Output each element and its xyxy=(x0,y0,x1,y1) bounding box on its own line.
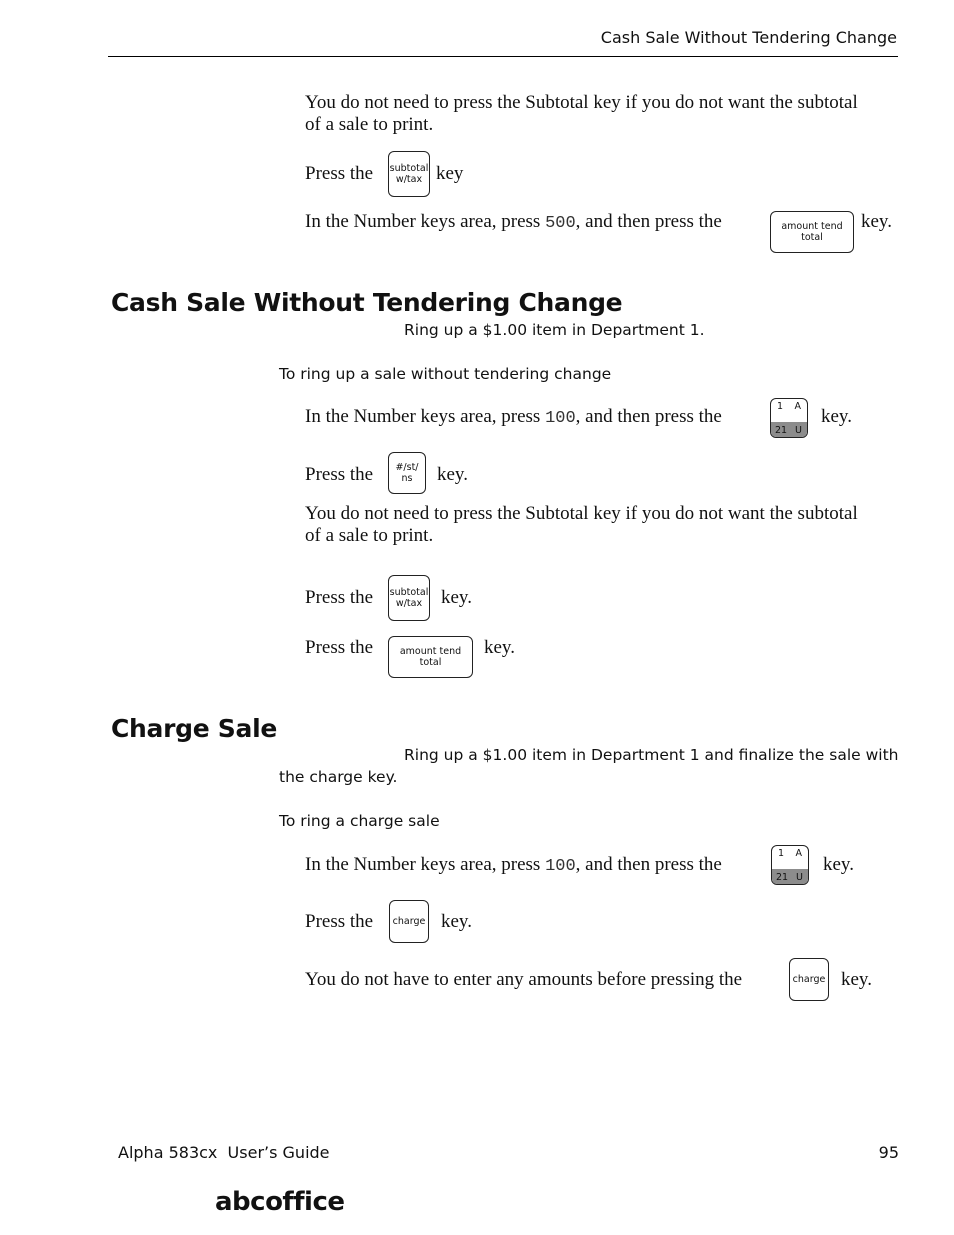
key-label: w/tax xyxy=(395,174,423,185)
step-text: Press the xyxy=(305,637,374,658)
step-text: Press the xyxy=(305,464,374,485)
number-value: 100 xyxy=(545,409,576,428)
section-heading: Cash Sale Without Tendering Change xyxy=(111,288,623,317)
paragraph-line: of a sale to print. xyxy=(305,525,434,546)
key-label: ns xyxy=(401,473,413,484)
step-text: key. xyxy=(484,637,515,658)
key-label: U xyxy=(796,872,803,883)
key-label: U xyxy=(795,425,802,436)
key-label: subtotal xyxy=(389,587,429,598)
key-label: total xyxy=(419,657,442,668)
step-text: key xyxy=(436,163,464,184)
step-prefix: In the Number keys area, press xyxy=(305,406,541,427)
amount-tend-total-key-icon xyxy=(388,636,473,678)
amount-tend-total-key-icon xyxy=(770,211,854,253)
key-label: w/tax xyxy=(395,598,423,609)
key-label: subtotal xyxy=(389,163,429,174)
charge-key-icon xyxy=(389,900,429,943)
step-mid: , and then press the xyxy=(575,854,722,875)
step-text: key. xyxy=(441,911,472,932)
step-text: You do not have to enter any amounts before pressing the xyxy=(305,969,743,990)
paragraph-line: You do not need to press the Subtotal key if you do not want the subtotal xyxy=(305,92,858,113)
step-text: key. xyxy=(823,854,854,875)
key-label: A xyxy=(794,401,801,412)
key-label: 1 xyxy=(777,401,784,412)
procedure-title: To ring up a sale without tendering change xyxy=(279,365,612,383)
page-number: 95 xyxy=(878,1143,899,1162)
step-text: Press the xyxy=(305,911,374,932)
step-prefix: In the Number keys area, press xyxy=(305,211,541,232)
step-text: Press the xyxy=(305,163,374,184)
step-mid: , and then press the xyxy=(575,406,722,427)
key-label: charge xyxy=(392,916,426,927)
key-label: 21 xyxy=(775,425,788,436)
subtotal-key-icon xyxy=(388,575,430,621)
subtotal-key-icon xyxy=(388,151,430,197)
step-text xyxy=(305,406,722,430)
header-rule xyxy=(108,56,898,57)
key-label: 21 xyxy=(776,872,789,883)
procedure-title: To ring a charge sale xyxy=(279,812,440,830)
key-label: A xyxy=(795,848,802,859)
no-sale-key-icon xyxy=(388,452,426,494)
step-text xyxy=(305,854,722,878)
paragraph-line: You do not need to press the Subtotal key if you do not want the subtotal xyxy=(305,503,858,524)
department-key-icon xyxy=(771,845,809,885)
key-label: #/st/ xyxy=(395,462,419,473)
key-label: charge xyxy=(792,974,826,985)
key-label: 1 xyxy=(778,848,785,859)
number-value: 100 xyxy=(545,857,576,876)
step-prefix: In the Number keys area, press xyxy=(305,854,541,875)
step-text: key. xyxy=(861,211,892,232)
key-label: amount tend xyxy=(399,646,462,657)
step-text: key. xyxy=(841,969,872,990)
section-intro: the charge key. xyxy=(279,768,398,786)
step-text: key. xyxy=(821,406,852,427)
step-text xyxy=(305,211,722,235)
key-label: total xyxy=(801,232,823,243)
section-heading: Charge Sale xyxy=(111,714,277,743)
key-label: amount tend xyxy=(781,221,843,232)
step-text: key. xyxy=(437,464,468,485)
charge-key-icon xyxy=(789,958,829,1001)
step-text: Press the xyxy=(305,587,374,608)
step-text: key. xyxy=(441,587,472,608)
number-value: 500 xyxy=(545,214,576,233)
step-mid: , and then press the xyxy=(575,211,722,232)
abcoffice-logo: abcoffice xyxy=(215,1187,345,1217)
department-key-icon xyxy=(770,398,808,438)
footer-guide-title: Alpha 583cx User’s Guide xyxy=(118,1143,330,1162)
section-intro: Ring up a $1.00 item in Department 1 and finalize the sale with xyxy=(404,746,899,764)
running-header: Cash Sale Without Tendering Change xyxy=(600,28,897,47)
paragraph-line: of a sale to print. xyxy=(305,114,434,135)
section-intro: Ring up a $1.00 item in Department 1. xyxy=(404,321,705,339)
